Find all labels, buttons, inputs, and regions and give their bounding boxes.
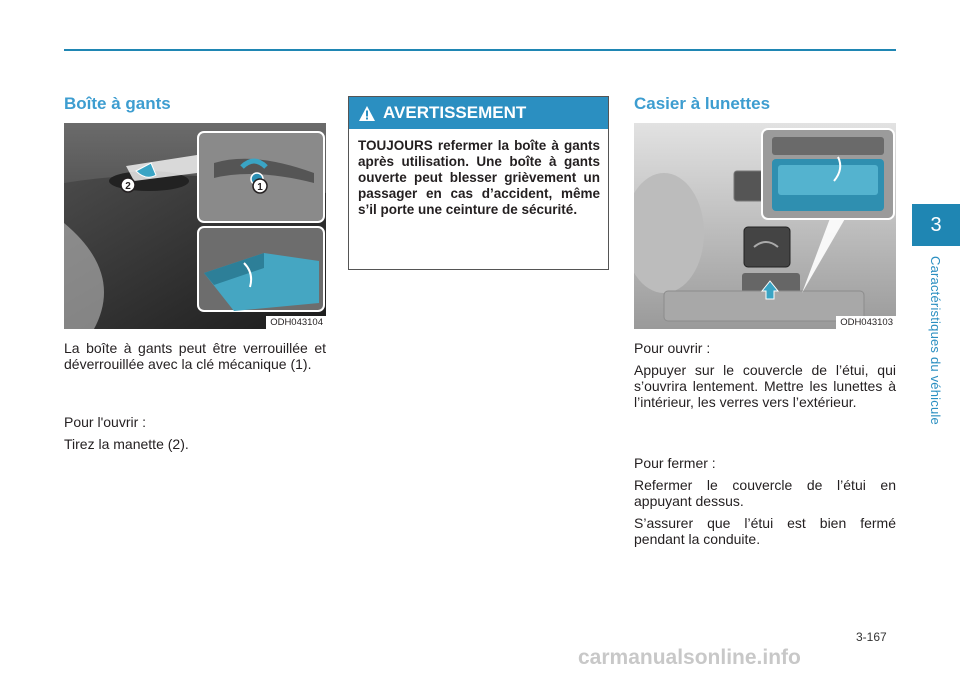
secure-text: S’assurer que l’étui est bien fermé pendant la conduite. — [634, 515, 896, 547]
chapter-number-tab: 3 — [912, 204, 960, 246]
glovebox-open-text: Tirez la manette (2). — [64, 436, 189, 452]
warning-text: TOUJOURS refermer la boîte à gants après utilisation. Une boîte à gants ouverte peut blesser grièvement un passager en cas d’accident, même s’il porte une ceinture de sécurité. — [358, 138, 600, 217]
warning-header — [349, 97, 608, 129]
callout-2: 2 — [125, 181, 131, 192]
open-text: Appuyer sur le couvercle de l’étui, qui s’ouvrira lentement. Mettre les lunettes à l’intérieur, les verres vers l’extérieur. — [634, 362, 896, 410]
glovebox-illustration — [64, 123, 326, 329]
warning-triangle-icon — [359, 106, 375, 121]
glovebox-lock-text: La boîte à gants peut être verrouillée et déverrouillée avec la clé mécanique (1). — [64, 340, 326, 372]
top-rule — [64, 49, 896, 51]
warning-box — [348, 96, 609, 270]
figure-code: ODH043104 — [266, 316, 326, 329]
sunglass-holder-title: Casier à lunettes — [634, 94, 771, 113]
open-heading: Pour ouvrir : — [634, 340, 711, 356]
sunglass-holder-illustration — [634, 123, 896, 329]
close-heading: Pour fermer : — [634, 455, 716, 471]
chapter-title-text: Caractéristiques du véhicule — [928, 256, 943, 425]
glovebox-title: Boîte à gants — [64, 94, 171, 113]
figure-code: ODH043103 — [836, 316, 896, 329]
watermark: carmanualsonline.info — [578, 646, 801, 669]
close-text: Refermer le couvercle de l’étui en appuyant dessus. — [634, 477, 896, 509]
page-number: 3-167 — [856, 630, 887, 644]
glovebox-figure — [64, 123, 326, 329]
callout-1: 1 — [257, 182, 263, 193]
warning-heading: AVERTISSEMENT — [383, 103, 527, 122]
sunglass-holder-figure — [634, 123, 896, 329]
glovebox-open-heading: Pour l'ouvrir : — [64, 414, 147, 430]
